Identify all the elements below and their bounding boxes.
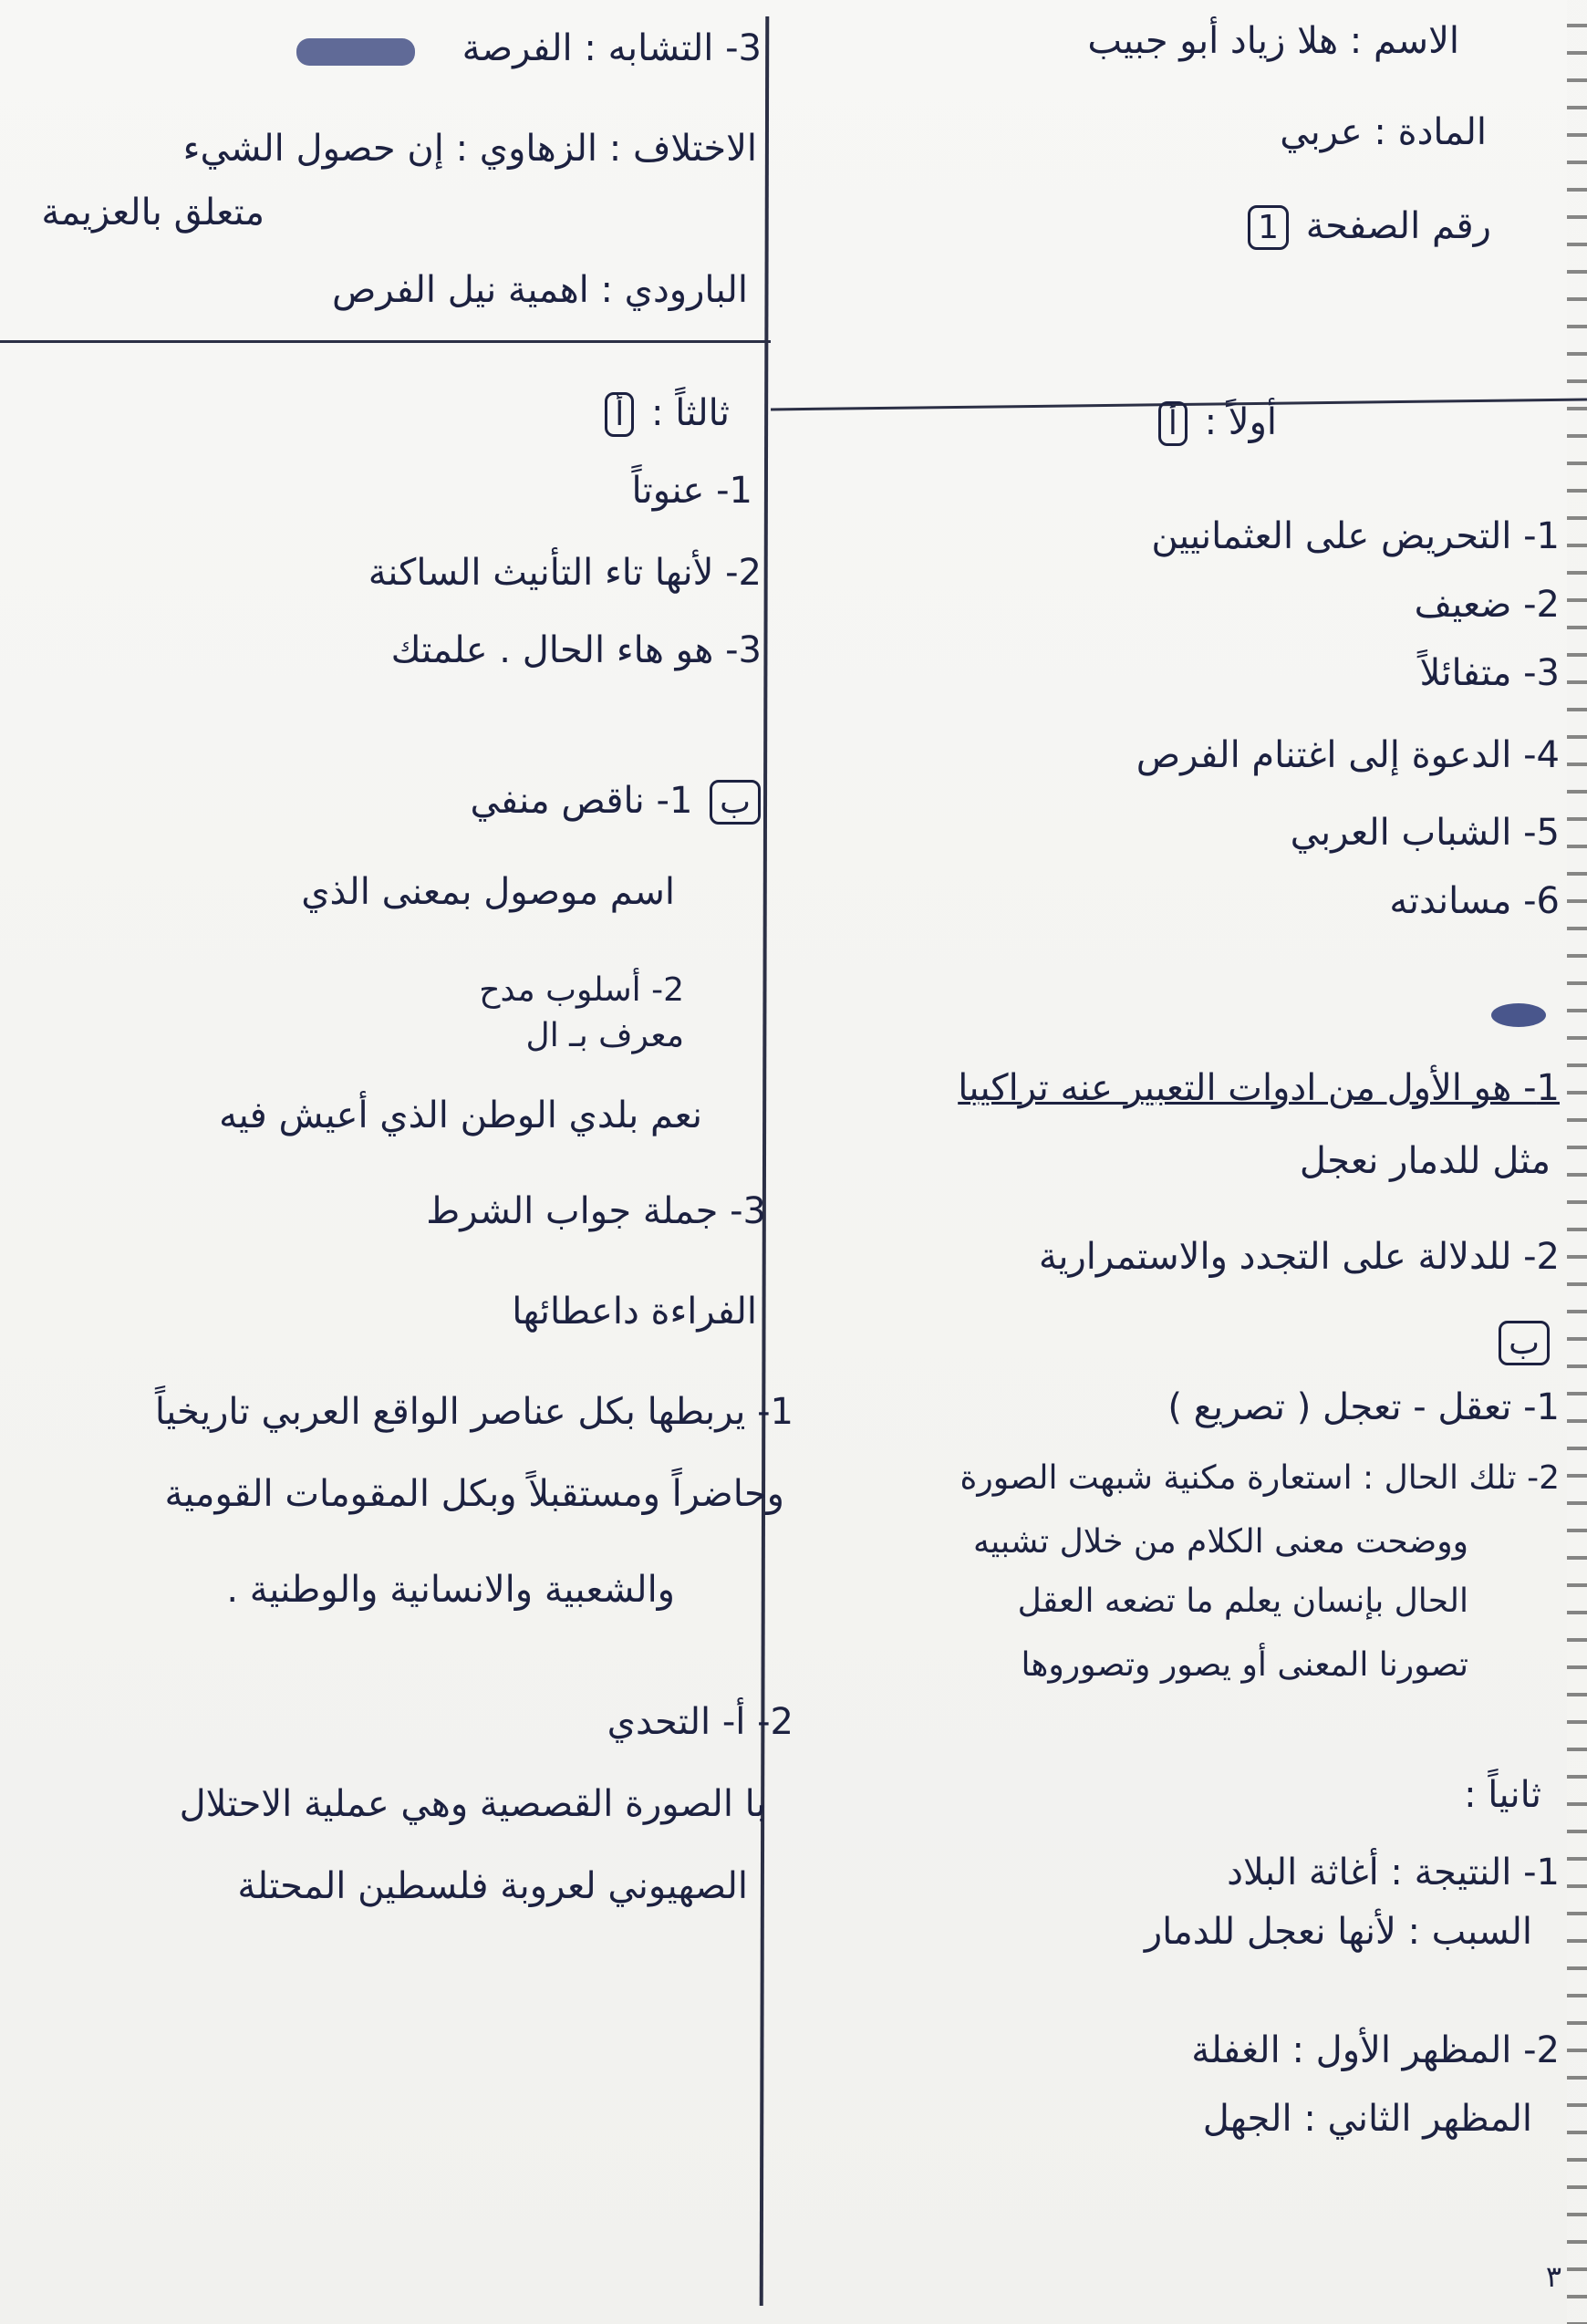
answer-c-2-line1: 2- تلك الحال : استعارة مكنية شبهت الصورة [959,1459,1560,1497]
answer-3b-2-line1: 2- أسلوب مدح [479,971,684,1009]
section-1-label: أولاً : [1204,401,1277,443]
corner-page-mark: ٣ [1545,2259,1561,2294]
crossed-out-word [296,38,415,66]
answer-3b-2-line3: نعم بلدي الوطن الذي أعيش فيه [219,1095,702,1136]
section-1-box: أ [1158,401,1188,446]
answer-c-2-line4: تصورنا المعنى أو يصور وتصوروها [1021,1646,1468,1684]
section-3-box: أ [605,392,634,437]
answer-3b-1-line1 [471,780,766,825]
answer-c-2-line2: ووضحت معنى الكلام من خلال تشبيه [972,1523,1468,1561]
difference-line-1: الاختلاف : الزهاوي : إن حصول الشيء [182,128,757,170]
answer-b-1-line1: 1- هو الأول من ادوات التعبير عنه تراكيبا [958,1067,1560,1109]
section-3b-box: ب [710,780,761,825]
header-divider-left [0,340,771,343]
answer-s2-2a: 2- المظهر الأول : الغفلة [1191,2029,1560,2071]
answer-a-2: 2- ضعيف [1414,584,1560,626]
section-b-box: ب [1499,1321,1550,1365]
page-number-label: رقم الصفحة [1305,205,1491,247]
answer-3b-1-text: 1- ناقص منفي [470,780,693,822]
page-number-line [1242,205,1491,250]
answer-a-3: 3- متفائلاً [1419,652,1560,694]
answer-b-1-line2: مثل للدمار نعجل [1299,1140,1551,1182]
answer-3b-3-line1: 3- جملة جواب الشرط [426,1190,766,1232]
answer-a-5: 5- الشباب العربي [1290,812,1560,854]
answer-3c-1-line2: وحاضراً ومستقبلاً وبكل المقومات القومية [164,1473,784,1515]
section-3-label: ثالثاً : [651,392,730,434]
answer-3c-2-line2: با الصورة القصصية وهي عملية الاحتلال [179,1783,766,1825]
section-3-heading [599,392,730,437]
page-number-box: 1 [1248,205,1289,250]
answer-3c-1-line1: 1- يربطها بكل عناصر الواقع العربي تاريخياً [154,1391,794,1433]
answer-a-6: 6- مساندته [1389,880,1560,922]
difference-line-2: متعلق بالعزيمة [41,192,264,233]
answer-s2-2b: المظهر الثاني : الجهل [1202,2098,1532,2140]
answer-3b-2-line2: معرف بـ ال [525,1017,684,1054]
q3-similarity: 3- التشابه : الفرصة [462,27,762,69]
student-name: الاسم : هلا زياد أبو جبيب [1087,20,1459,62]
answer-a-4: 4- الدعوة إلى اغتنام الفرص [1136,734,1560,776]
section-1-heading [1153,401,1277,446]
answer-3a-1: 1- عنوتاً [631,470,752,512]
spiral-binding-edge [1567,0,1587,2324]
answer-3b-3-line2: الفراءة داعطائها [512,1291,757,1333]
section-b-box-line [1493,1321,1555,1365]
answer-3c-1-line3: والشعبية والانسانية والوطنية . [226,1569,675,1611]
difference-line-3: البارودي : اهمية نيل الفرص [332,269,748,311]
section-2-heading: ثانياً : [1464,1774,1541,1816]
answer-c-1: 1- تعقل - تعجل ( تصريع ) [1167,1386,1560,1428]
answer-3a-3: 3- هو هاء الحال . علمتك [390,629,762,671]
answer-a-1: 1- التحريض على العثمانيين [1151,515,1560,557]
answer-s2-1a: 1- النتيجة : أغاثة البلاد [1227,1852,1560,1893]
answer-c-2-line3: الحال بإنسان يعلم ما تضعه العقل [1017,1582,1468,1620]
answer-b-2: 2- للدلالة على التجدد والاستمرارية [1038,1236,1560,1278]
vertical-divider [760,16,770,2306]
answer-3c-2-line3: الصهيوني لعروبة فلسطين المحتلة [237,1865,748,1907]
answer-3a-2: 2- لأنها تاء التأنيث الساكنة [368,552,762,594]
subject-line: المادة : عربي [1280,111,1487,153]
answer-3b-1-line2: اسم موصول بمعنى الذي [301,871,675,913]
answer-3c-2-line1: 2- أ- التحدي [607,1701,794,1743]
ink-scribble-mark [1491,1003,1546,1027]
answer-s2-1b: السبب : لأنها نعجل للدمار [1144,1911,1532,1953]
